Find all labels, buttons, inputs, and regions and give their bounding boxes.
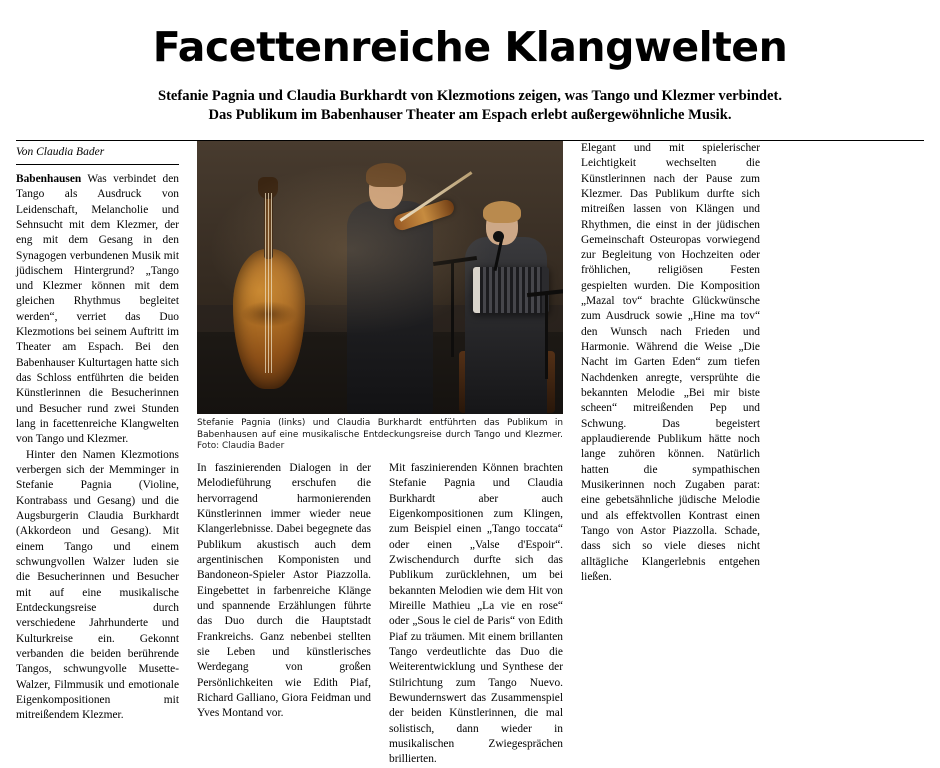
page-title: Facettenreiche Klangwelten (152, 23, 788, 71)
photo-spotlight (197, 141, 563, 414)
photo-caption-text: Stefanie Pagnia (links) und Claudia Burkhardt entführten das Publikum in Babenhausen auf eine musikalische Entdeckungsreise durch Tango und Klezmer. (197, 417, 563, 440)
subheadline (50, 87, 890, 126)
subheadline-line-2: Das Publikum im Babenhauser Theater am Espach erlebt außergewöhnliche Musik. (208, 107, 732, 124)
column-center (188, 141, 572, 768)
photo-figure (197, 141, 563, 459)
subheadline-line-1: Stefanie Pagnia und Claudia Burkhardt von Klezmotions zeigen, was Tango und Klezmer verbindet. (157, 88, 783, 105)
byline-divider (16, 164, 179, 165)
column-left-text (16, 172, 179, 724)
paragraph: Hinter den Namen Klezmotions verbergen sich der Memminger in Stefanie Pagnia (Violine, Kontrabass und Gesang) und die Augsburgerin Claudia Burkhardt (Akkordeon und Gesang). Mit einem Tango und einem schwungvollen Walzer luden sie die Besucherinnen und Besucher mit auf eine musikalische Entdeckungsreise durch verschiedene Jahrhunderte und Kulturkreise ein. Gekonnt verbanden die beiden berührende Tangos, schwungvolle Musette-Walzer, Filmmusik und emotionale Eigenkompositionen mit mitreißendem Klezmer. (16, 448, 179, 722)
byline: Von Claudia Bader (16, 145, 105, 158)
concert-photo (197, 141, 563, 414)
paragraph-text: Was verbindet den Tango als Ausdruck von Leidenschaft, Melancholie und Sehnsucht mit dem Klezmer, der eng mit dem Gesang in den Synagogen verbundenen Musik mit jüdischem Hintergrund? „Tango und Klezmer können mit dem gleichen Rhythmus begleitet werden“, verriet das Duo Klezmotions bei seinem Auftritt im Theater am Espach. Bei den Babenhauser Kulturtagen hatte sich das Schloss entführten die beiden Künstlerinnen die Besucherinnen und Besucher rund zwei Stunden lang in facettenreiche Klangwelten von Tango und Klezmer. (16, 172, 179, 446)
newspaper-page (0, 23, 940, 766)
article-body (16, 141, 924, 768)
column-center-a-text (197, 461, 380, 768)
paragraph: In faszinierenden Dialogen in der Melodieführung erschufen die hervorragend harmonierenden Künstlerinnen immer wieder neue Klangerlebnisse. Dabei begegnete das Publikum akustisch auch dem argentinischen Komponisten und Bandoneon-Spieler Astor Piazzolla. Eingebettet in farbenreiche Klänge und spannende Erzählungen führte das Duo durch die Hauptstadt Frankreichs. Ganz nebenbei stellten sie Leben und künstlerisches Werdegang von großen Persönlichkeiten wie Edith Piaf, Richard Galliano, Giora Feidman und Yves Montand vor. (197, 462, 371, 720)
paragraph (16, 172, 179, 448)
column-center-b-text (380, 461, 563, 768)
paragraph: Mit faszinierenden Können brachten Stefanie Pagnia und Claudia Burkhardt aber auch Eigenkompositionen zum Klingen, zum Beispiel einen „Tango toccata“ oder einen „Valse d'Espoir“. Zwischendurch durfte sich das Publikum zurücklehnen, um bei bekannten Melodien wie dem Hit von Mireille Mathieu „La vie en rose“ oder „Sous le ciel de Paris“ von Edith Piaf zu träumen. Mit einem brillanten Tango verdeutlichte das Duo die Weiterentwicklung und Synthese der Stilrichtung zum Tango Nuevo. Bewundernswert das Zusammenspiel der beiden Künstlerinnen, die mal solistisch, dann wieder in musikalischen Zwiegesprächen brillierten. (389, 462, 563, 766)
photo-credit: Foto: Claudia Bader (197, 441, 285, 452)
dateline: Babenhausen (16, 172, 82, 185)
center-lower-columns (197, 461, 563, 768)
paragraph: Elegant und mit spielerischer Leichtigkeit wechselten die Künstlerinnen nach der Pause zum Klezmer. Das Publikum durfte sich mitreißen lassen von Klängen und Rhythmen, die einst in der jüdischen Gemeinschaft Osteuropas vorwiegend zur Begleitung von Hochzeiten oder fröhlichen, religiösen Festen gespielten wurden. Die Komposition „Mazal tov“ brachte Glückwünsche zum Ausdruck sowie „Hine ma tov“ den Wunsch nach Frieden und Harmonie. Während die Weise „Die Nacht im Garten Eden“ zum tiefen Nachdenken anregte, versprühte die bekannten Melodie „Bei mir biste scheen“ mitreißenden Pep und Schwung. Das begeistert applaudierende Publikum hätte noch lange zuhören können. Natürlich hatten die sympathischen Musikerinnen noch Zugaben parat: eine gebetsähnliche jüdische Melodie und als effektvollen Kontrast einen Tango von Astor Piazzolla. Schade, dass sich so viele dieses nicht alltägliche Klangerlebnis entgehen ließen. (581, 141, 760, 584)
photo-caption (197, 414, 563, 459)
column-right (572, 141, 760, 586)
column-right-text (581, 141, 760, 586)
column-left (16, 141, 188, 724)
